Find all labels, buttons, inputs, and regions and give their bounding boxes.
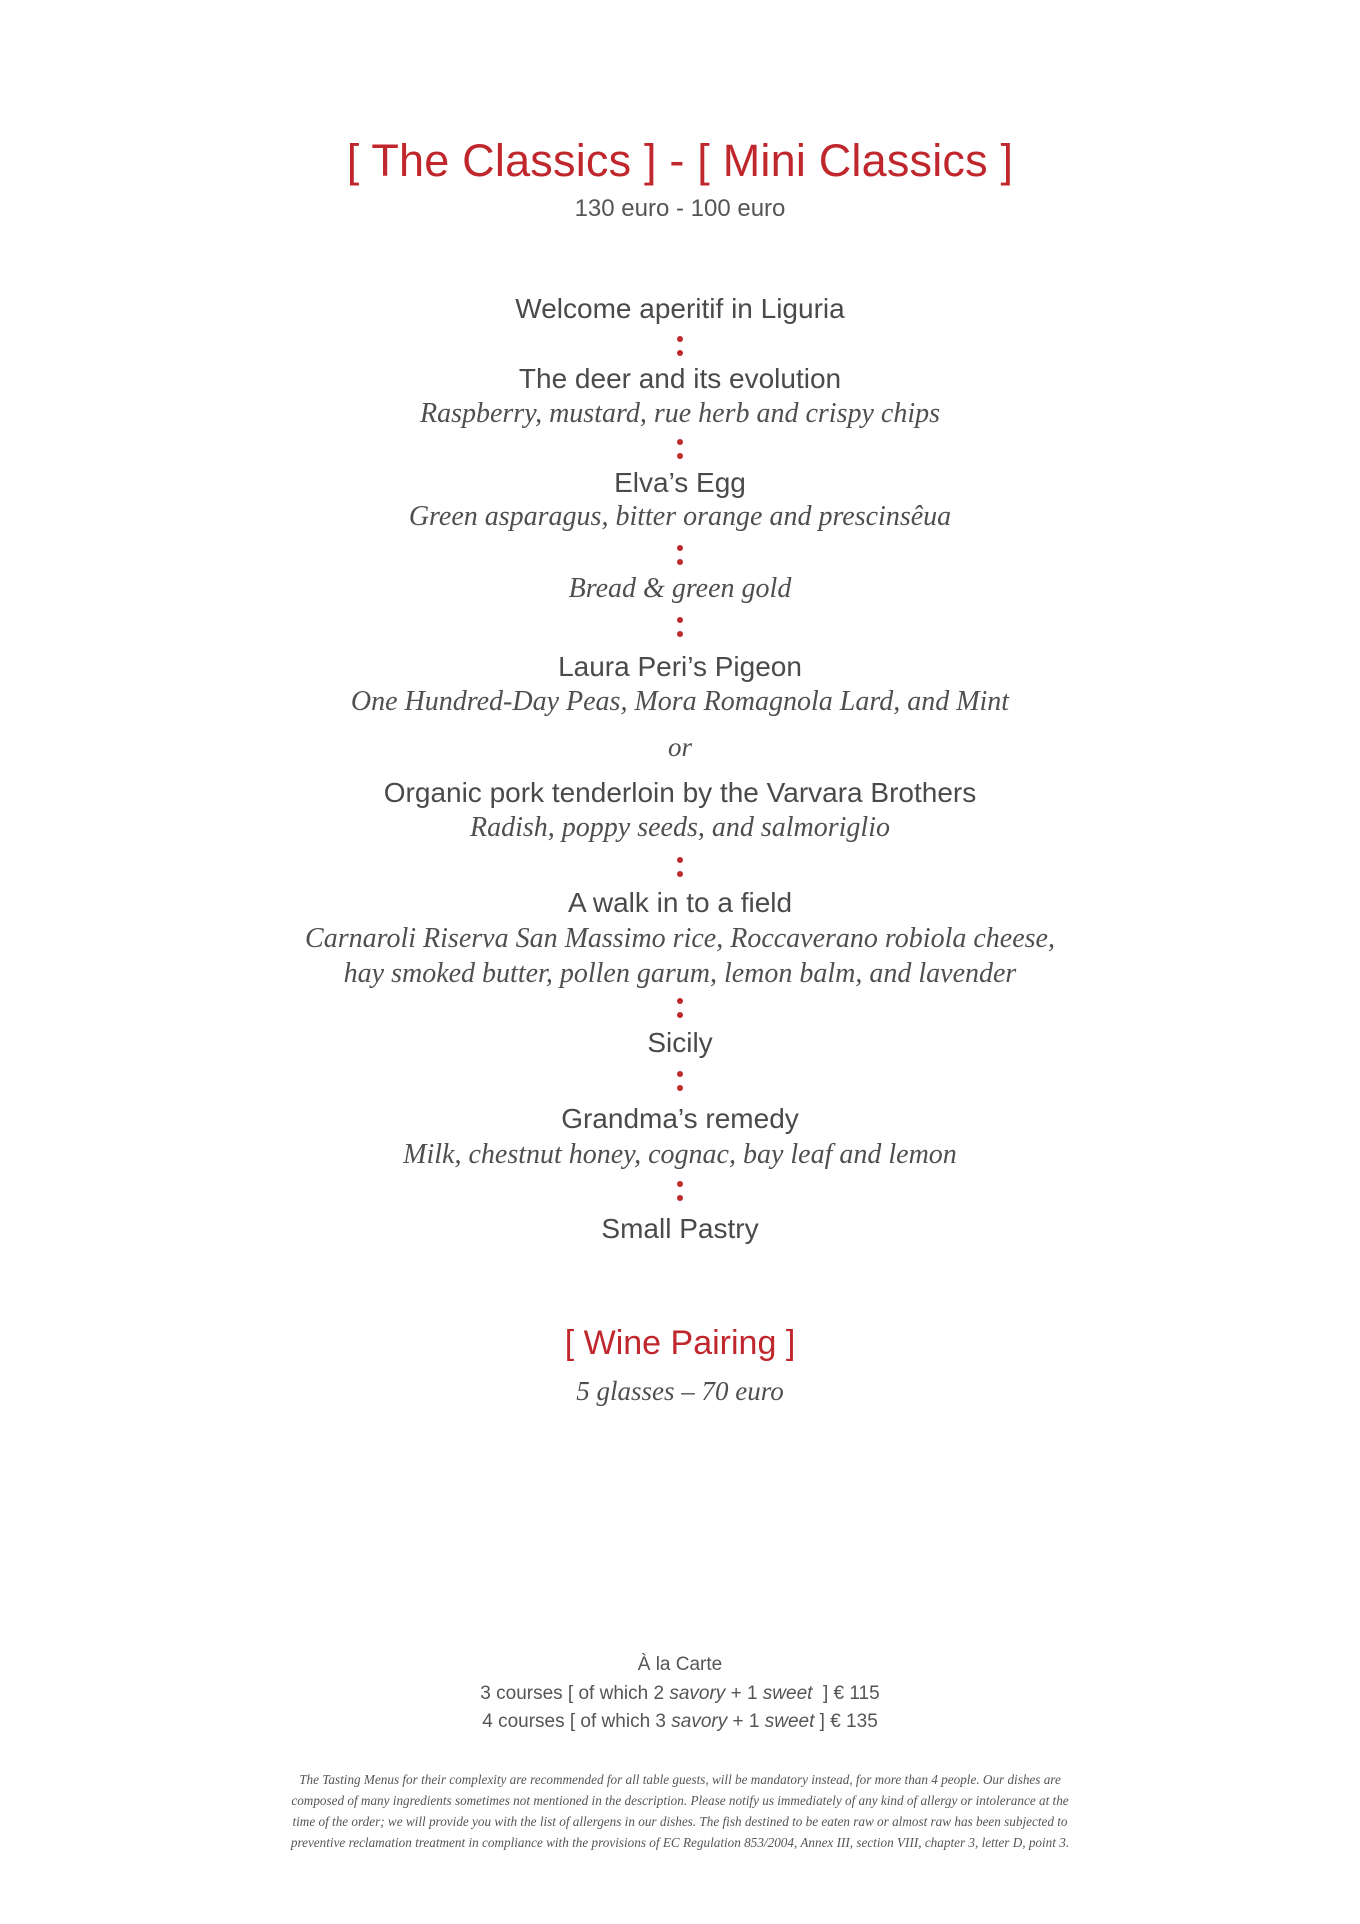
a-la-carte-title: À la Carte [637, 1654, 723, 1675]
dish-sicily: Sicily [647, 1027, 713, 1058]
course-separator [0, 852, 1360, 882]
dish-pigeon: Laura Peri’s Pigeon [558, 651, 802, 682]
dish-elvas-egg: Elva’s Egg [614, 467, 746, 498]
course-separator [0, 540, 1360, 570]
dish-grandmas-remedy-description: Milk, chestnut honey, cognac, bay leaf and lemon [403, 1139, 957, 1170]
course-separator [0, 331, 1360, 361]
separator-dots-icon [676, 331, 684, 361]
course-separator [0, 1066, 1360, 1096]
option-price: ] € 135 [814, 1711, 878, 1732]
course-separator [0, 434, 1360, 464]
separator-dots-icon [676, 540, 684, 570]
dish-welcome-aperitif: Welcome aperitif in Liguria [515, 293, 845, 324]
option-sweet: sweet [764, 1711, 815, 1732]
option-savory: savory [671, 1711, 728, 1732]
allergen-footnote [190, 1769, 1170, 1853]
wine-pairing-title: [ Wine Pairing ] [564, 1324, 796, 1362]
menu-title: [ The Classics ] - [ Mini Classics ] [346, 135, 1014, 186]
dish-walk-in-field: A walk in to a field [567, 887, 793, 918]
course-separator [0, 993, 1360, 1023]
separator-dots-icon [676, 852, 684, 882]
option-text: 4 courses [ of which 3 [482, 1711, 672, 1732]
footnote-line: preventive reclamation treatment in compliance with the provisions of EC Regulation 853/2004, Annex III, section VIII, chapter 3, letter D, point 3. [290, 1835, 1070, 1850]
option-price: ] € 115 [812, 1683, 880, 1704]
footnote-line: composed of many ingredients sometimes not mentioned in the description. Please notify us immediately of any kind of allergy or intolerance at the [291, 1793, 1069, 1808]
dish-pork-tenderloin-description: Radish, poppy seeds, and salmoriglio [470, 812, 890, 843]
wine-pairing-price: 5 glasses – 70 euro [576, 1376, 784, 1406]
dish-bread-description: Bread & green gold [568, 573, 792, 604]
alternative-or: or [667, 732, 692, 762]
separator-dots-icon [676, 1176, 684, 1206]
option-sweet: sweet [762, 1683, 813, 1704]
dish-deer: The deer and its evolution [518, 363, 842, 394]
course-separator [0, 1176, 1360, 1206]
a-la-carte-option-4-courses [0, 1710, 1360, 1734]
dish-grandmas-remedy: Grandma’s remedy [561, 1103, 799, 1134]
separator-dots-icon [676, 993, 684, 1023]
separator-dots-icon [676, 434, 684, 464]
option-text: + 1 [725, 1683, 763, 1704]
dish-elvas-egg-description: Green asparagus, bitter orange and prescinsêua [408, 501, 952, 532]
menu-price: 130 euro - 100 euro [574, 195, 786, 222]
separator-dots-icon [676, 1066, 684, 1096]
a-la-carte-option-3-courses [0, 1682, 1360, 1706]
footnote-line: time of the order; we will provide you with the list of allergens in our dishes. The fish destined to be eaten raw or almost raw has been subjected to [292, 1814, 1068, 1829]
dish-small-pastry: Small Pastry [601, 1213, 759, 1244]
option-text: + 1 [727, 1711, 765, 1732]
option-text: 3 courses [ of which 2 [480, 1683, 670, 1704]
option-savory: savory [669, 1683, 726, 1704]
course-separator [0, 612, 1360, 642]
dish-walk-in-field-description-2: hay smoked butter, pollen garum, lemon balm, and lavender [343, 958, 1017, 989]
dish-walk-in-field-description-1: Carnaroli Riserva San Massimo rice, Roccaverano robiola cheese, [305, 923, 1055, 954]
separator-dots-icon [676, 612, 684, 642]
dish-pigeon-description: One Hundred-Day Peas, Mora Romagnola Lard, and Mint [350, 686, 1010, 717]
dish-deer-description: Raspberry, mustard, rue herb and crispy chips [419, 398, 941, 429]
dish-pork-tenderloin: Organic pork tenderloin by the Varvara Brothers [383, 777, 977, 808]
footnote-line: The Tasting Menus for their complexity are recommended for all table guests, will be mandatory instead, for more than 4 people. Our dishes are [299, 1772, 1061, 1787]
